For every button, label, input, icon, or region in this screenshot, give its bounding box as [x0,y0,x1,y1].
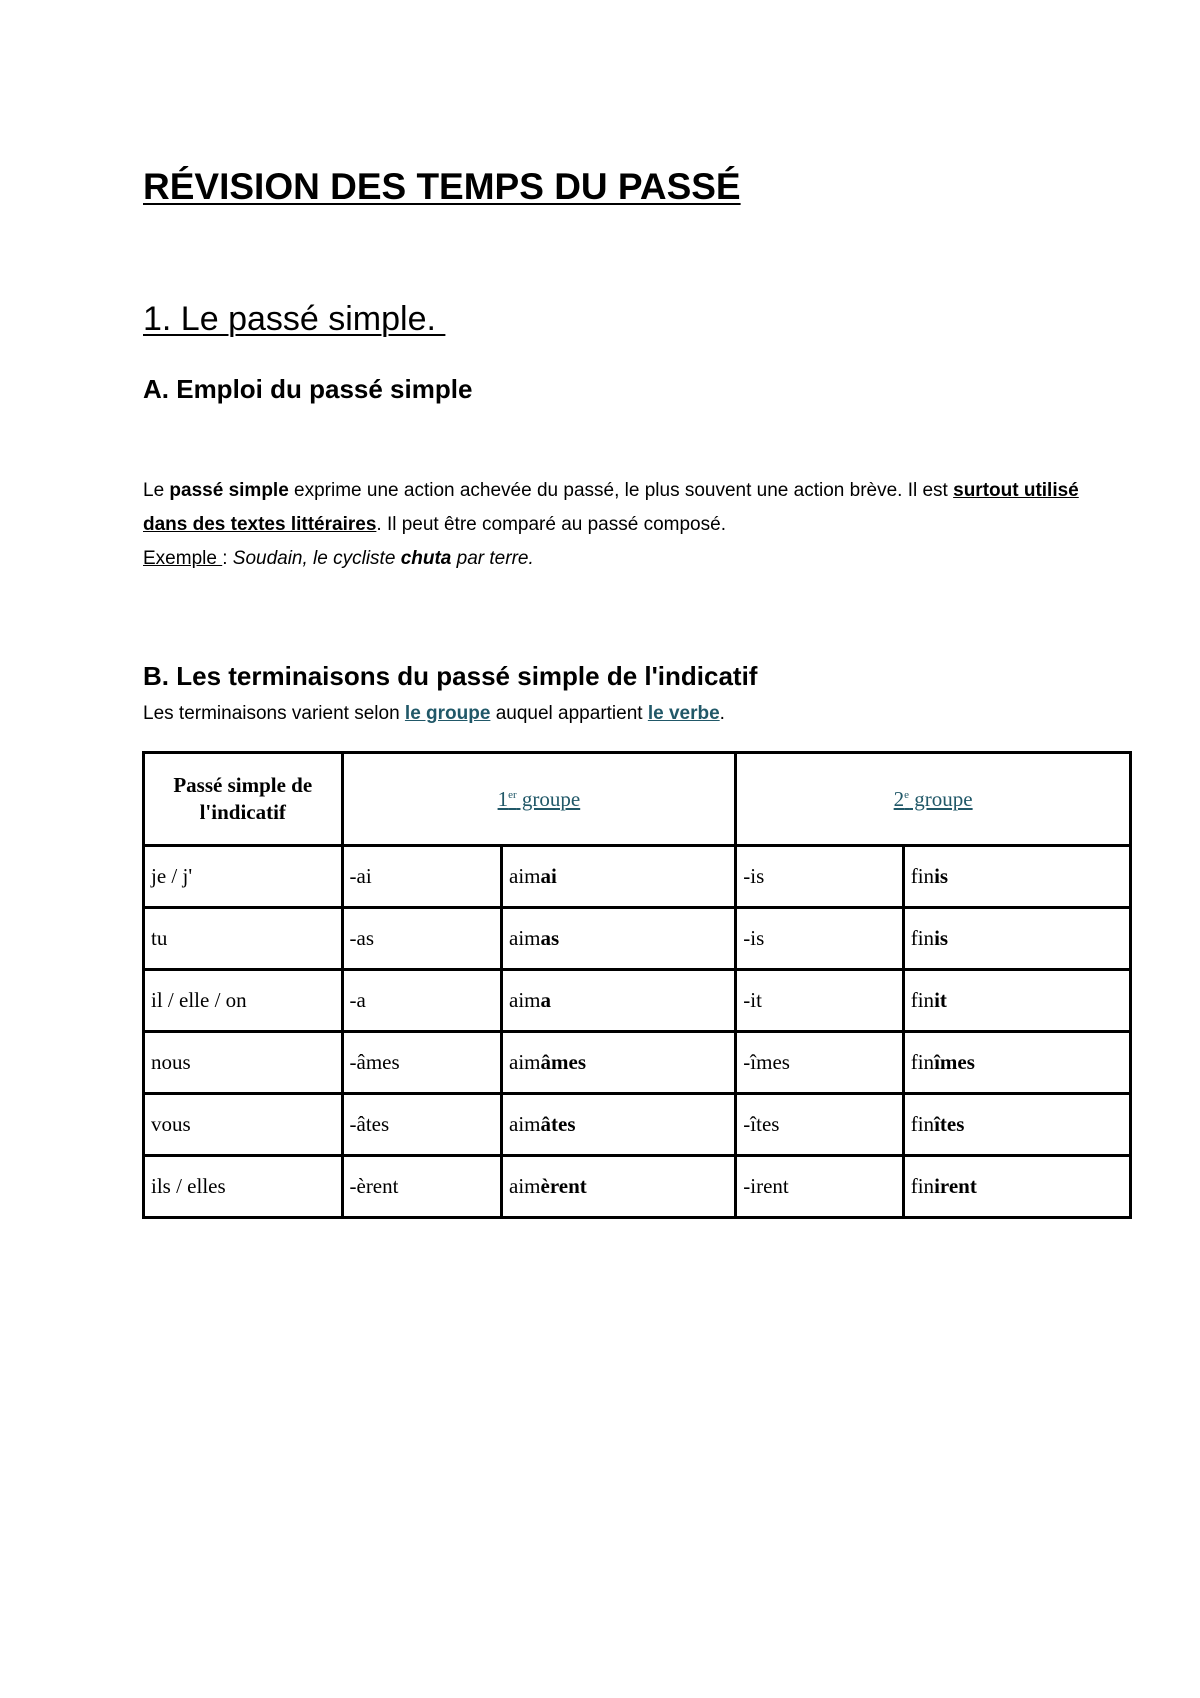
link-le-groupe[interactable]: le groupe [404,703,491,724]
subheading-terminaisons: B. Les terminaisons du passé simple de l'indicatif [143,661,758,691]
example-label: Exemple [143,548,223,569]
ending-cell-group-1: -a [342,970,502,1032]
table-row [144,908,1131,970]
example-cell-aimer: aimai [502,846,736,908]
emploi-paragraph: Le passé simple exprime une action achevée du passé, le plus souvent une action brève. Il est surtout utilisé dans des textes littéraires. Il peut être comparé au passé composé. Exemple : Soudain, le cycliste chuta par terre. [143,480,1079,569]
ending-cell-group-2: -irent [736,1156,903,1218]
example-cell-finir: finîmes [903,1032,1130,1094]
example-cell-aimer: aimas [502,908,736,970]
table-body [144,846,1131,1218]
ending-cell-group-1: -èrent [342,1156,502,1218]
terminaisons-intro: Les terminaisons varient selon le groupe auquel appartient le verbe. [143,703,725,724]
pronoun-cell: vous [144,1094,343,1156]
term-passe-simple: passé simple [169,480,289,501]
example-verb: chuta [400,548,452,569]
header-tense: Passé simple de l'indicatif [144,753,343,846]
pronoun-cell: je / j' [144,846,343,908]
ending-cell-group-2: -îmes [736,1032,903,1094]
link-group-2[interactable]: 2e groupe [893,786,973,811]
example-cell-finir: finirent [903,1156,1130,1218]
conjugation-table [142,751,1132,1219]
ending-cell-group-1: -âtes [342,1094,502,1156]
example-cell-aimer: aimèrent [502,1156,736,1218]
ending-cell-group-2: -is [736,908,903,970]
subheading-emploi: A. Emploi du passé simple [143,374,473,404]
pronoun-cell: ils / elles [144,1156,343,1218]
table-header-row [144,753,1131,846]
table-row [144,846,1131,908]
ending-cell-group-2: -it [736,970,903,1032]
pronoun-cell: tu [144,908,343,970]
pronoun-cell: il / elle / on [144,970,343,1032]
link-le-verbe[interactable]: le verbe [647,703,720,724]
header-group-1 [342,753,736,846]
table-row [144,1156,1131,1218]
pronoun-cell: nous [144,1032,343,1094]
ending-cell-group-1: -as [342,908,502,970]
example-cell-aimer: aimâtes [502,1094,736,1156]
example-sentence: Soudain, le cycliste chuta par terre. [232,548,534,569]
table-row [144,970,1131,1032]
example-cell-finir: finîtes [903,1094,1130,1156]
example-cell-finir: finis [903,908,1130,970]
table-row [144,1032,1131,1094]
ending-cell-group-2: -îtes [736,1094,903,1156]
example-cell-finir: finit [903,970,1130,1032]
table-row [144,1094,1131,1156]
ending-cell-group-2: -is [736,846,903,908]
header-group-2 [736,753,1131,846]
example-cell-finir: finis [903,846,1130,908]
emphasis-litteraire: surtout utilisé dans des textes littéraires [143,480,1079,535]
example-cell-aimer: aimâmes [502,1032,736,1094]
ending-cell-group-1: -âmes [342,1032,502,1094]
ending-cell-group-1: -ai [342,846,502,908]
document-title: RÉVISION DES TEMPS DU PASSÉ [143,166,741,207]
example-cell-aimer: aima [502,970,736,1032]
section-heading-passe-simple: 1. Le passé simple. [143,300,446,338]
link-group-1[interactable]: 1er groupe [497,786,581,811]
